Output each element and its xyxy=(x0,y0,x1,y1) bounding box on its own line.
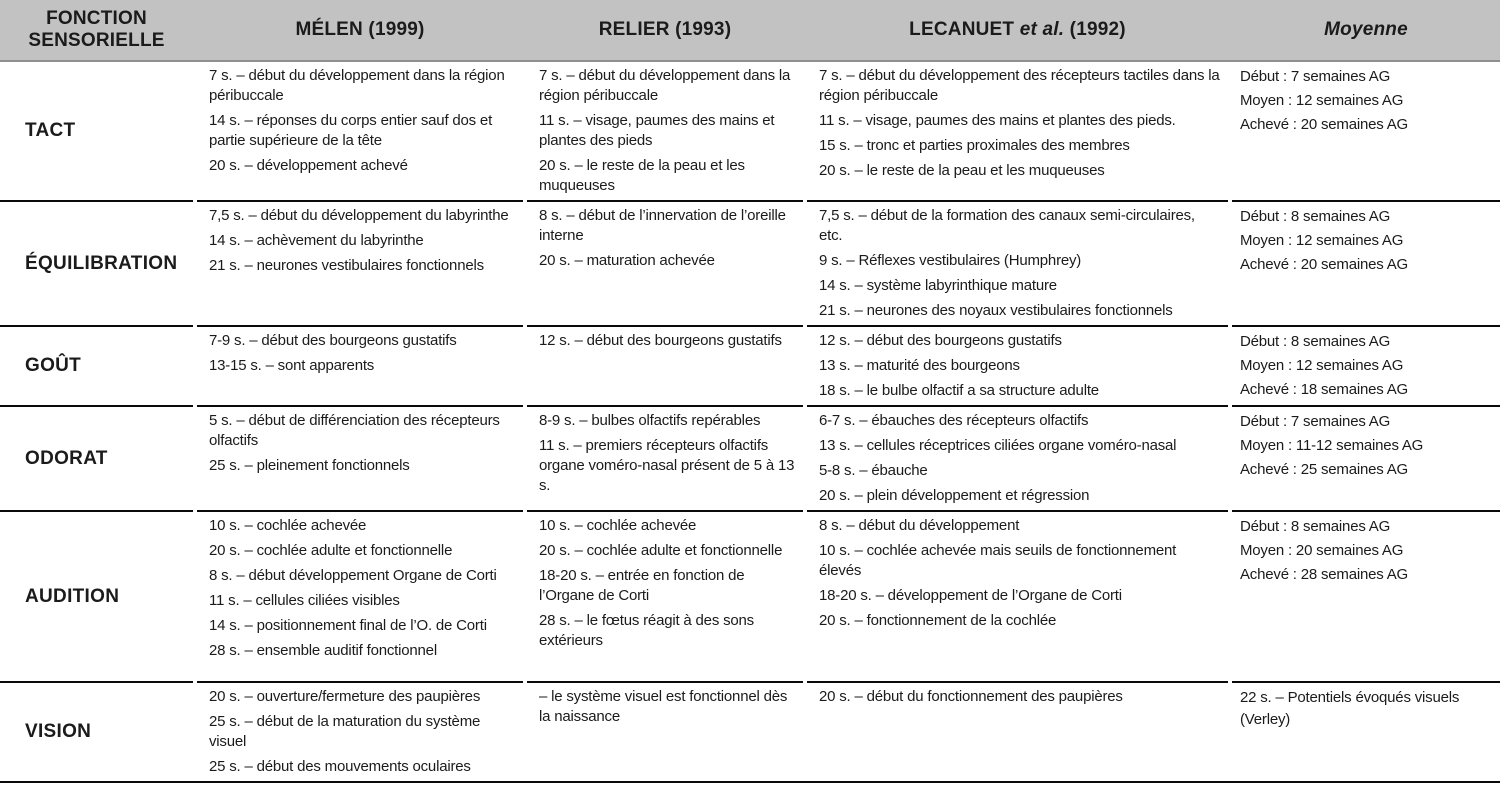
cell-moyenne-tact xyxy=(1232,62,1500,200)
row-label-odorat: ODORAT xyxy=(0,405,193,510)
cell-entry: 9 s. – Réflexes vestibulaires (Humphrey) xyxy=(819,252,1082,269)
cell-entry: 20 s. – le reste de la peau et les muqueuses xyxy=(539,157,745,194)
cell-entry: Début : 7 semaines AG xyxy=(1240,68,1391,85)
header-lecanuet-name: LECANUET xyxy=(909,19,1020,40)
cell-entry: 8 s. – début développement Organe de Corti xyxy=(209,567,497,584)
table-bottom-rule xyxy=(0,781,1500,786)
header-fonction-sensorielle: FONCTION SENSORIELLE xyxy=(28,8,165,51)
cell-entry: 20 s. – ouverture/fermeture des paupières xyxy=(209,688,481,705)
cell-entry: 11 s. – visage, paumes des mains et plantes des pieds xyxy=(539,112,775,149)
header-lecanuet-etal: et al. xyxy=(1019,19,1065,40)
cell-entry: Moyen : 11-12 semaines AG xyxy=(1240,437,1424,454)
header-melen-1999: MÉLEN (1999) xyxy=(295,19,425,40)
table-row-vision xyxy=(0,681,1500,781)
cell-moyenne-audition xyxy=(1232,510,1500,681)
cell-entry: 25 s. – début de la maturation du système visuel xyxy=(209,713,481,750)
table-body xyxy=(0,62,1500,781)
cell-entry: Début : 7 semaines AG xyxy=(1240,413,1391,430)
cell-relier-tact xyxy=(527,62,803,200)
cell-entry: 22 s. – Potentiels évoqués visuels (Verley) xyxy=(1240,689,1460,728)
cell-entry: 7 s. – début du développement dans la région péribuccale xyxy=(209,67,505,104)
cell-entry: 20 s. – plein développement et régression xyxy=(819,487,1090,504)
cell-entry: 7,5 s. – début du développement du labyrinthe xyxy=(209,207,509,224)
cell-entry: 14 s. – réponses du corps entier sauf dos et partie supérieure de la tête xyxy=(209,112,493,149)
cell-lecanuet-gout xyxy=(807,325,1228,405)
cell-entry: 20 s. – début du fonctionnement des paupières xyxy=(819,688,1123,705)
cell-entry: 28 s. – le fœtus réagit à des sons extérieurs xyxy=(539,612,754,649)
cell-entry: 20 s. – fonctionnement de la cochlée xyxy=(819,612,1057,629)
cell-entry: 18-20 s. – développement de l’Organe de Corti xyxy=(819,587,1122,604)
cell-entry: 20 s. – cochlée adulte et fonctionnelle xyxy=(209,542,453,559)
cell-entry: 18 s. – le bulbe olfactif a sa structure adulte xyxy=(819,382,1099,399)
cell-entry: 8 s. – début de l’innervation de l’oreille interne xyxy=(539,207,786,244)
row-label-vision: VISION xyxy=(0,681,193,781)
cell-entry: 15 s. – tronc et parties proximales des membres xyxy=(819,137,1130,154)
cell-entry: 11 s. – cellules ciliées visibles xyxy=(209,592,400,609)
cell-melen-equilibration xyxy=(197,200,523,325)
cell-entry: Moyen : 12 semaines AG xyxy=(1240,232,1404,249)
table-row-odorat xyxy=(0,405,1500,510)
cell-entry: 21 s. – neurones vestibulaires fonctionnels xyxy=(209,257,484,274)
cell-entry: 10 s. – cochlée achevée xyxy=(209,517,367,534)
cell-entry: 18-20 s. – entrée en fonction de l’Organe de Corti xyxy=(539,567,745,604)
cell-entry: 12 s. – début des bourgeons gustatifs xyxy=(819,332,1062,349)
cell-melen-odorat xyxy=(197,405,523,510)
cell-entry: Achevé : 28 semaines AG xyxy=(1240,566,1408,583)
cell-entry: Début : 8 semaines AG xyxy=(1240,518,1391,535)
row-label-gout: GOÛT xyxy=(0,325,193,405)
header-lecanuet-year: (1992) xyxy=(1064,19,1126,40)
cell-moyenne-vision xyxy=(1232,681,1500,781)
cell-entry: Achevé : 18 semaines AG xyxy=(1240,381,1408,398)
cell-entry: 11 s. – premiers récepteurs olfactifs organe voméro-nasal présent de 5 à 13 s. xyxy=(539,437,795,494)
cell-entry: 7,5 s. – début de la formation des canaux semi-circulaires, etc. xyxy=(819,207,1195,244)
cell-entry: 14 s. – achèvement du labyrinthe xyxy=(209,232,424,249)
cell-entry: 5-8 s. – ébauche xyxy=(819,462,928,479)
cell-entry: 8-9 s. – bulbes olfactifs repérables xyxy=(539,412,761,429)
cell-relier-audition xyxy=(527,510,803,681)
cell-moyenne-equilibration xyxy=(1232,200,1500,325)
cell-relier-odorat xyxy=(527,405,803,510)
cell-entry: Achevé : 20 semaines AG xyxy=(1240,116,1408,133)
cell-entry: Début : 8 semaines AG xyxy=(1240,208,1391,225)
cell-entry: 20 s. – maturation achevée xyxy=(539,252,715,269)
cell-lecanuet-equilibration xyxy=(807,200,1228,325)
cell-entry: 13 s. – maturité des bourgeons xyxy=(819,357,1020,374)
cell-entry: 6-7 s. – ébauches des récepteurs olfactifs xyxy=(819,412,1089,429)
cell-lecanuet-odorat xyxy=(807,405,1228,510)
cell-entry: Moyen : 12 semaines AG xyxy=(1240,92,1404,109)
cell-entry: 8 s. – début du développement xyxy=(819,517,1020,534)
cell-relier-equilibration xyxy=(527,200,803,325)
cell-entry: 14 s. – positionnement final de l’O. de Corti xyxy=(209,617,487,634)
cell-entry: 13-15 s. – sont apparents xyxy=(209,357,375,374)
cell-entry: Début : 8 semaines AG xyxy=(1240,333,1391,350)
table-row-audition xyxy=(0,510,1500,681)
cell-entry: 10 s. – cochlée achevée mais seuils de fonctionnement élevés xyxy=(819,542,1177,579)
row-label-audition: AUDITION xyxy=(0,510,193,681)
cell-entry: 20 s. – développement achevé xyxy=(209,157,408,174)
cell-entry: – le système visuel est fonctionnel dès la naissance xyxy=(539,688,788,725)
cell-entry: 25 s. – pleinement fonctionnels xyxy=(209,457,410,474)
cell-entry: 7 s. – début du développement des récepteurs tactiles dans la région péribuccale xyxy=(819,67,1220,104)
header-moyenne: Moyenne xyxy=(1324,19,1408,40)
cell-entry: 5 s. – début de différenciation des récepteurs olfactifs xyxy=(209,412,500,449)
row-label-tact: TACT xyxy=(25,120,76,141)
cell-entry: 12 s. – début des bourgeons gustatifs xyxy=(539,332,782,349)
cell-entry: 11 s. – visage, paumes des mains et plantes des pieds. xyxy=(819,112,1176,129)
cell-entry: 28 s. – ensemble auditif fonctionnel xyxy=(209,642,437,659)
cell-lecanuet-tact xyxy=(807,62,1228,200)
cell-lecanuet-audition xyxy=(807,510,1228,681)
table-row-equilibration xyxy=(0,200,1500,325)
header-lecanuet-1992 xyxy=(807,19,1228,41)
table-row-tact xyxy=(0,62,1500,200)
cell-entry: Achevé : 25 semaines AG xyxy=(1240,461,1408,478)
cell-entry: 25 s. – début des mouvements oculaires xyxy=(209,758,471,775)
cell-entry: Moyen : 12 semaines AG xyxy=(1240,357,1404,374)
cell-moyenne-odorat xyxy=(1232,405,1500,510)
table-header xyxy=(0,0,1500,62)
cell-relier-vision xyxy=(527,681,803,781)
header-relier-1993: RELIER (1993) xyxy=(598,19,732,40)
cell-entry: 10 s. – cochlée achevée xyxy=(539,517,697,534)
cell-entry: 21 s. – neurones des noyaux vestibulaires fonctionnels xyxy=(819,302,1173,319)
cell-melen-gout xyxy=(197,325,523,405)
table-row-gout xyxy=(0,325,1500,405)
row-label-equilibration: ÉQUILIBRATION xyxy=(0,200,193,325)
cell-entry: 14 s. – système labyrinthique mature xyxy=(819,277,1057,294)
cell-moyenne-gout xyxy=(1232,325,1500,405)
cell-entry: Moyen : 20 semaines AG xyxy=(1240,542,1404,559)
cell-melen-vision xyxy=(197,681,523,781)
cell-entry: 20 s. – cochlée adulte et fonctionnelle xyxy=(539,542,783,559)
cell-melen-audition xyxy=(197,510,523,681)
cell-entry: 13 s. – cellules réceptrices ciliées organe voméro-nasal xyxy=(819,437,1177,454)
cell-lecanuet-vision xyxy=(807,681,1228,781)
cell-entry: Achevé : 20 semaines AG xyxy=(1240,256,1408,273)
cell-entry: 20 s. – le reste de la peau et les muqueuses xyxy=(819,162,1105,179)
cell-entry: 7 s. – début du développement dans la région péribuccale xyxy=(539,67,791,104)
cell-melen-tact xyxy=(197,62,523,200)
cell-entry: 7-9 s. – début des bourgeons gustatifs xyxy=(209,332,457,349)
cell-relier-gout xyxy=(527,325,803,405)
